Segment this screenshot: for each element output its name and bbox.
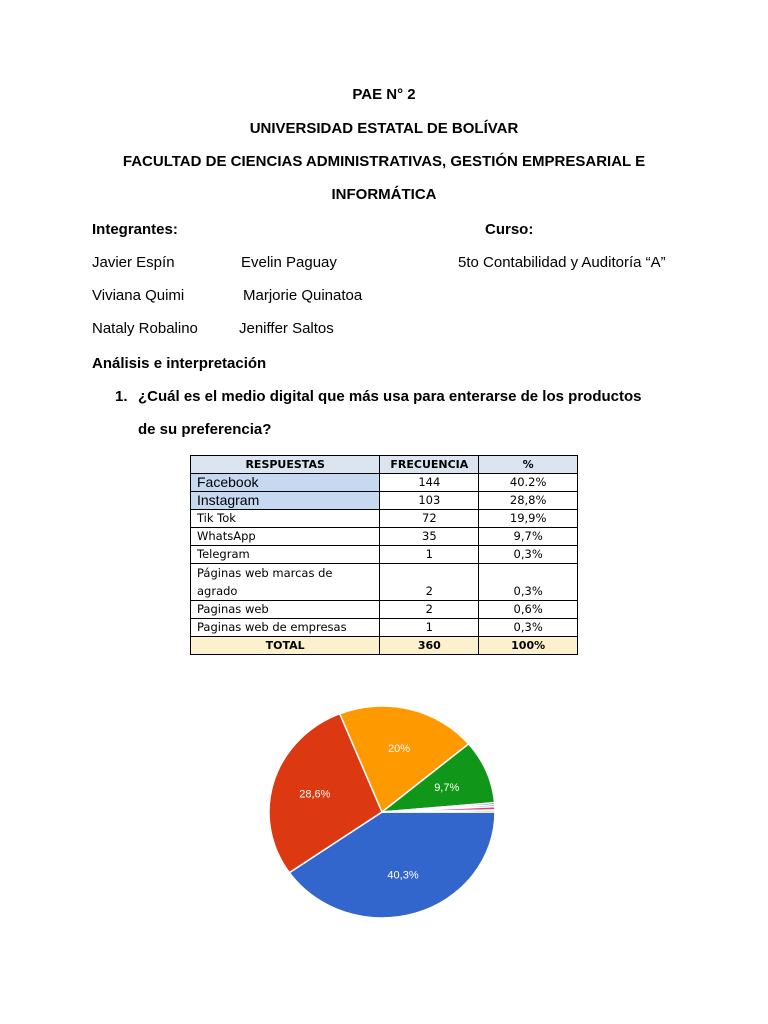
row-frequency: 1	[380, 546, 479, 564]
row-label: Páginas web marcas de agrado	[191, 564, 380, 601]
row-label: Instagram	[191, 492, 380, 510]
pie-slice-label: 40,3%	[387, 869, 419, 882]
row-percent: 0,6%	[479, 601, 578, 619]
table-row	[191, 528, 578, 546]
question-line-2: de su preferencia?	[138, 421, 272, 438]
row-label: Tik Tok	[191, 510, 380, 528]
table-row	[191, 601, 578, 619]
column-header: %	[479, 456, 578, 474]
curso-label: Curso:	[485, 221, 534, 238]
table-row	[191, 510, 578, 528]
row-frequency: 144	[380, 474, 479, 492]
question-line-1: ¿Cuál es el medio digital que más usa para enterarse de los productos	[138, 388, 642, 405]
row-percent: 9,7%	[479, 528, 578, 546]
row-percent: 0,3%	[479, 564, 578, 601]
row-frequency: 72	[380, 510, 479, 528]
curso-value: 5to Contabilidad y Auditoría “A”	[458, 254, 666, 271]
column-header: FRECUENCIA	[380, 456, 479, 474]
table-row	[191, 564, 578, 601]
table-row	[191, 492, 578, 510]
row-label: Paginas web	[191, 601, 380, 619]
pie-slice-label: 28,6%	[299, 788, 331, 801]
frequency-table	[190, 455, 578, 655]
row-frequency: 2	[380, 564, 479, 601]
member-name: Nataly Robalino	[92, 320, 198, 337]
table-header-row	[191, 456, 578, 474]
faculty-line-2: INFORMÁTICA	[331, 186, 437, 203]
row-label: Paginas web de empresas	[191, 619, 380, 637]
integrantes-label: Integrantes:	[92, 221, 178, 238]
row-frequency: 1	[380, 619, 479, 637]
member-name: Evelin Paguay	[241, 254, 337, 271]
row-frequency: 35	[380, 528, 479, 546]
row-frequency: 2	[380, 601, 479, 619]
university-title: UNIVERSIDAD ESTATAL DE BOLÍVAR	[249, 120, 519, 137]
pae-title: PAE N° 2	[352, 86, 416, 103]
pie-chart	[260, 695, 510, 930]
table-total-row	[191, 637, 578, 655]
faculty-line-1: FACULTAD DE CIENCIAS ADMINISTRATIVAS, GESTIÓN EMPRESARIAL E	[122, 153, 646, 170]
row-label: Telegram	[191, 546, 380, 564]
member-name: Javier Espín	[92, 254, 175, 271]
member-name: Viviana Quimi	[92, 287, 185, 304]
pie-slice-label: 9,7%	[434, 781, 460, 794]
row-percent: 0,3%	[479, 619, 578, 637]
section-title: Análisis e interpretación	[92, 355, 267, 372]
member-name: Marjorie Quinatoa	[243, 287, 363, 304]
table-row	[191, 619, 578, 637]
row-percent: 40.2%	[479, 474, 578, 492]
total-percent: 100%	[479, 637, 578, 655]
row-percent: 0,3%	[479, 546, 578, 564]
column-header: RESPUESTAS	[191, 456, 380, 474]
row-frequency: 103	[380, 492, 479, 510]
total-label: TOTAL	[191, 637, 380, 655]
member-name: Jeniffer Saltos	[239, 320, 334, 337]
pie-slice-label: 20%	[387, 743, 411, 756]
table-row	[191, 546, 578, 564]
row-label: Facebook	[191, 474, 380, 492]
row-percent: 28,8%	[479, 492, 578, 510]
row-percent: 19,9%	[479, 510, 578, 528]
total-frequency: 360	[380, 637, 479, 655]
table-row	[191, 474, 578, 492]
question-number: 1.	[115, 388, 128, 405]
row-label: WhatsApp	[191, 528, 380, 546]
